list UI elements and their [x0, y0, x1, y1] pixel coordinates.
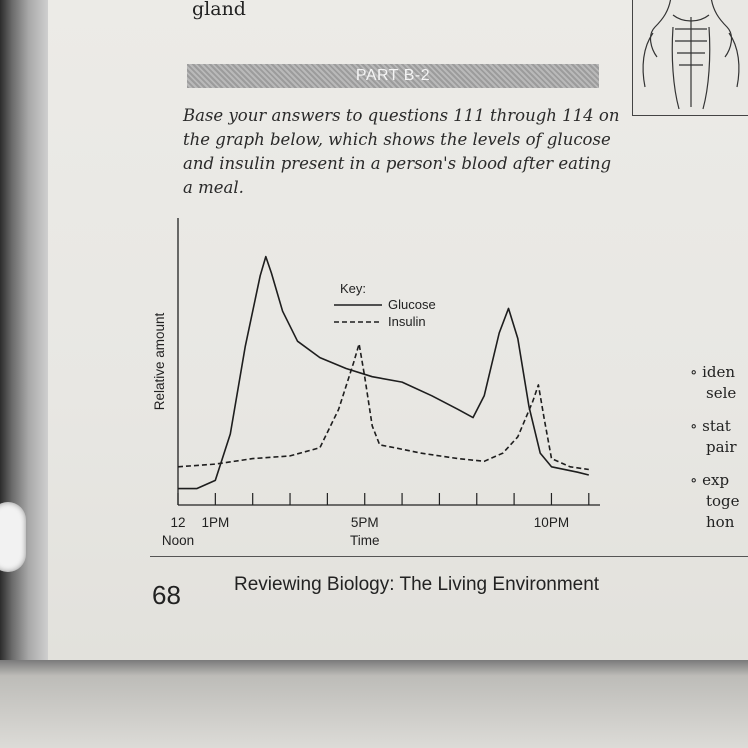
page-number: 68: [152, 580, 181, 610]
series-line-glucose: [178, 257, 589, 489]
bullet-line: exp: [702, 471, 730, 489]
x-tick-label: 1PM: [201, 515, 230, 530]
bullet-line: sele: [706, 384, 737, 402]
legend-label-insulin: Insulin: [388, 314, 426, 329]
bullet-line: stat: [702, 417, 731, 435]
legend-label-glucose: Glucose: [388, 297, 436, 312]
x-axis-title: Time: [349, 533, 380, 548]
bullet-item: ∘ stat pair: [690, 416, 748, 458]
x-tick-label: 5PM: [350, 515, 379, 530]
previous-page-word: gland: [192, 0, 246, 20]
bullet-item: ∘ exp toge hon: [690, 470, 748, 533]
x-tick-label: 12: [170, 515, 186, 530]
series-line-insulin: [178, 344, 589, 470]
bullet-line: iden: [702, 363, 736, 381]
question-intro-text: Base your answers to questions 111 through 114 on the graph below, which shows the levels of glucose and insulin present in a person's blood after eating a meal.: [183, 106, 620, 197]
legend-title: Key:: [340, 281, 367, 296]
section-header-bar: PART B-2: [187, 64, 599, 88]
y-axis-title: Relative amount: [152, 312, 167, 411]
adjacent-page-bullets: [690, 362, 748, 545]
bullet-line: pair: [706, 438, 737, 456]
bullet-line: toge: [706, 492, 740, 510]
bullet-item: ∘ iden sele: [690, 362, 748, 404]
x-tick-label: 10PM: [533, 515, 570, 530]
bullet-line: hon: [706, 513, 735, 531]
footer-divider: [150, 556, 748, 557]
book-title: Reviewing Biology: The Living Environment: [234, 574, 600, 595]
x-tick-label: Noon: [161, 533, 195, 548]
